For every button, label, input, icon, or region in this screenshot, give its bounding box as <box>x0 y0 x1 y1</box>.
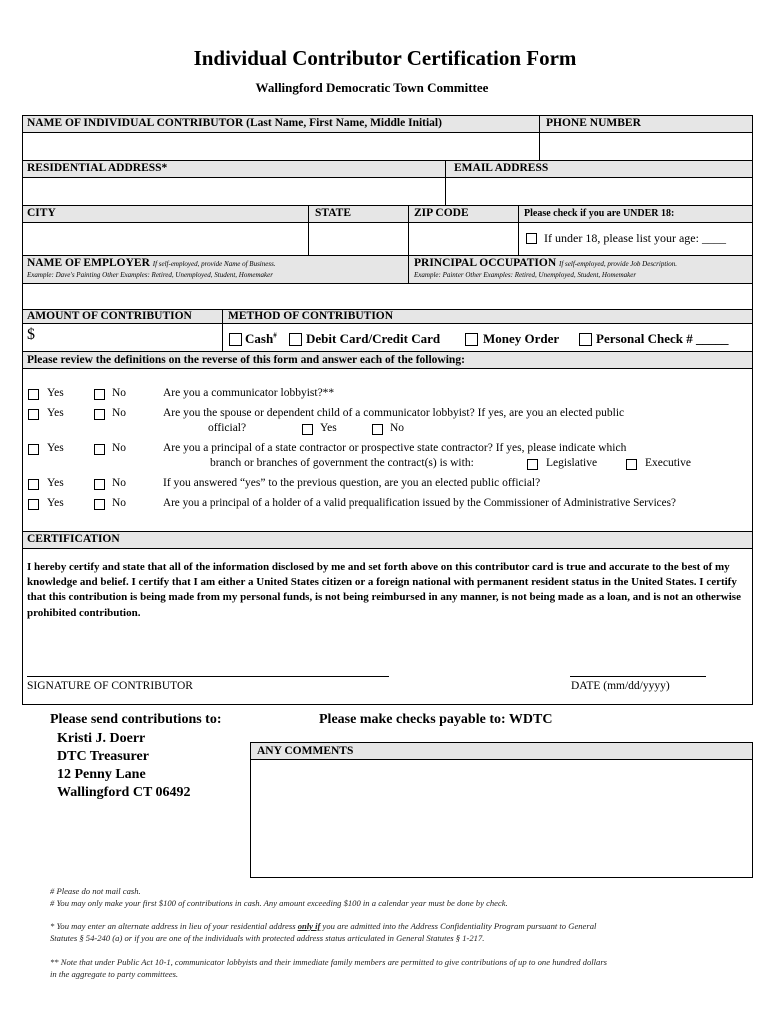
cash-checkbox[interactable] <box>229 333 242 346</box>
email-field[interactable] <box>446 178 751 204</box>
zip-field[interactable] <box>409 223 517 254</box>
comments-label: ANY COMMENTS <box>257 745 354 757</box>
city-label: CITY <box>27 207 56 219</box>
employer-example: Example: Dave's Painting Other Examples: Retired, Unemployed, Student, Homemaker <box>27 271 273 279</box>
method-label: METHOD OF CONTRIBUTION <box>228 310 394 322</box>
q1-yes-label: Yes <box>47 387 64 399</box>
cash-mark: # <box>273 331 277 340</box>
amount-field[interactable] <box>40 324 220 350</box>
q2-no-checkbox[interactable] <box>94 409 105 420</box>
address-line-2: DTC Treasurer <box>57 749 149 764</box>
q3-yes-label: Yes <box>47 442 64 454</box>
address-label: RESIDENTIAL ADDRESS* <box>27 162 168 174</box>
note-lobbyist-1: ** Note that under Public Act 10-1, communicator lobbyists and their immediate family members are permitted to give contributions of up to one hundred dollars <box>50 957 608 967</box>
phone-field[interactable] <box>540 133 751 159</box>
q2-text: Are you the spouse or dependent child of a communicator lobbyist? If yes, are you an elected public <box>163 407 625 419</box>
note-cash-2: # You may only make your first $100 of contributions in cash. Any amount exceeding $100 in a calendar year must be done by check. <box>50 898 508 908</box>
q4-no-label: No <box>112 477 127 489</box>
date-field[interactable] <box>570 640 706 675</box>
state-field[interactable] <box>309 223 407 254</box>
q2-official-yes-checkbox[interactable] <box>302 424 313 435</box>
email-label: EMAIL ADDRESS <box>454 162 549 174</box>
note-cash-1: # Please do not mail cash. <box>50 886 141 896</box>
address-line-4: Wallingford CT 06492 <box>57 785 191 800</box>
date-label: DATE (mm/dd/yyyy) <box>571 680 670 692</box>
address-field[interactable] <box>23 178 444 204</box>
q3-text: Are you a principal of a state contractor or prospective state contractor? If yes, please indicate which <box>163 442 627 454</box>
address-line-1: Kristi J. Doerr <box>57 731 146 746</box>
q4-yes-label: Yes <box>47 477 64 489</box>
legislative-checkbox[interactable] <box>527 459 538 470</box>
signature-field[interactable] <box>27 640 389 675</box>
q5-yes-label: Yes <box>47 497 64 509</box>
note-lobbyist-2: in the aggregate to party committees. <box>50 969 179 979</box>
zip-label: ZIP CODE <box>414 207 469 219</box>
q5-text: Are you a principal of a holder of a valid prequalification issued by the Commissioner of Administrative Services? <box>163 497 676 509</box>
q2-yes-label: Yes <box>47 407 64 419</box>
note-address-2: Statutes § 54-240 (a) or if you are one of the individuals with protected address status articulated in General Statutes § 1-217. <box>50 933 485 943</box>
occupation-field[interactable] <box>409 284 751 308</box>
name-label: NAME OF INDIVIDUAL CONTRIBUTOR (Last Name, First Name, Middle Initial) <box>27 117 442 129</box>
amount-label: AMOUNT OF CONTRIBUTION <box>27 310 192 322</box>
executive-checkbox[interactable] <box>626 459 637 470</box>
money-order-label: Money Order <box>483 331 560 346</box>
occupation-example: Example: Painter Other Examples: Retired, Unemployed, Student, Homemaker <box>414 271 637 279</box>
q3-text-line2: branch or branches of government the contract(s) is with: <box>210 457 474 469</box>
occupation-hint: If self-employed, provide Job Description. <box>559 260 677 268</box>
state-label: STATE <box>315 207 352 219</box>
form-subtitle: Wallingford Democratic Town Committee <box>255 80 489 95</box>
card-checkbox[interactable] <box>289 333 302 346</box>
certification-text: I hereby certify and state that all of the information disclosed by me and set forth above on this contributor card is true and accurate to the best of my knowledge and belief. I certify that I am either a United States citizen or a foreign national with permanent resident status in the United States. I certify that this contribution is being made from my personal funds, is not being reimbursed in any manner, is not being made as a loan, and is not an otherwise prohibited contribution. <box>27 561 741 619</box>
q5-yes-checkbox[interactable] <box>28 499 39 510</box>
legislative-label: Legislative <box>546 457 598 469</box>
card-label: Debit Card/Credit Card <box>306 331 441 346</box>
q2-text-line2: official? <box>208 422 247 434</box>
certification-row-shade <box>22 531 752 548</box>
q4-no-checkbox[interactable] <box>94 479 105 490</box>
q2-no-label: No <box>112 407 127 419</box>
name-field[interactable] <box>23 133 538 159</box>
under18-age-text: If under 18, please list your age: ____ <box>544 231 726 245</box>
questions-instruction: Please review the definitions on the reverse of this form and answer each of the following: <box>27 354 465 366</box>
q1-no-label: No <box>112 387 127 399</box>
city-field[interactable] <box>23 223 307 254</box>
payable-to: Please make checks payable to: WDTC <box>319 712 553 727</box>
address-line-3: 12 Penny Lane <box>57 767 146 782</box>
personal-check-label: Personal Check # _____ <box>596 331 729 346</box>
q1-text: Are you a communicator lobbyist?** <box>163 387 335 399</box>
personal-check-checkbox[interactable] <box>579 333 592 346</box>
executive-label: Executive <box>645 457 691 469</box>
signature-label: SIGNATURE OF CONTRIBUTOR <box>27 680 193 692</box>
q2-yes-checkbox[interactable] <box>28 409 39 420</box>
q4-yes-checkbox[interactable] <box>28 479 39 490</box>
money-order-checkbox[interactable] <box>465 333 478 346</box>
employer-hint: If self-employed, provide Name of Business. <box>152 260 276 268</box>
phone-label: PHONE NUMBER <box>546 117 641 129</box>
occupation-label: PRINCIPAL OCCUPATION If self-employed, provide Job Description. <box>414 257 677 269</box>
q3-no-checkbox[interactable] <box>94 444 105 455</box>
employer-label: NAME OF EMPLOYER If self-employed, provide Name of Business. <box>27 257 276 269</box>
q2-official-yes-label: Yes <box>320 422 337 434</box>
q2-official-no-checkbox[interactable] <box>372 424 383 435</box>
q1-yes-checkbox[interactable] <box>28 389 39 400</box>
q1-no-checkbox[interactable] <box>94 389 105 400</box>
q4-text: If you answered “yes” to the previous question, are you an elected public official? <box>163 477 541 489</box>
form-title: Individual Contributor Certification Form <box>193 46 577 70</box>
send-to-heading: Please send contributions to: <box>50 712 222 727</box>
under18-checkbox[interactable] <box>526 233 537 244</box>
cash-label: Cash# <box>245 331 277 346</box>
certification-heading: CERTIFICATION <box>27 533 120 545</box>
comments-field[interactable] <box>251 760 751 876</box>
currency-symbol: $ <box>27 326 35 343</box>
q5-no-label: No <box>112 497 127 509</box>
q3-yes-checkbox[interactable] <box>28 444 39 455</box>
note-address-1: * You may enter an alternate address in lieu of your residential address only if you are admitted into the Address Confidentiality Program pursuant to General <box>50 921 597 931</box>
employer-field[interactable] <box>23 284 407 308</box>
q5-no-checkbox[interactable] <box>94 499 105 510</box>
q3-no-label: No <box>112 442 127 454</box>
under18-label: Please check if you are UNDER 18: <box>524 208 675 219</box>
q2-official-no-label: No <box>390 422 405 434</box>
